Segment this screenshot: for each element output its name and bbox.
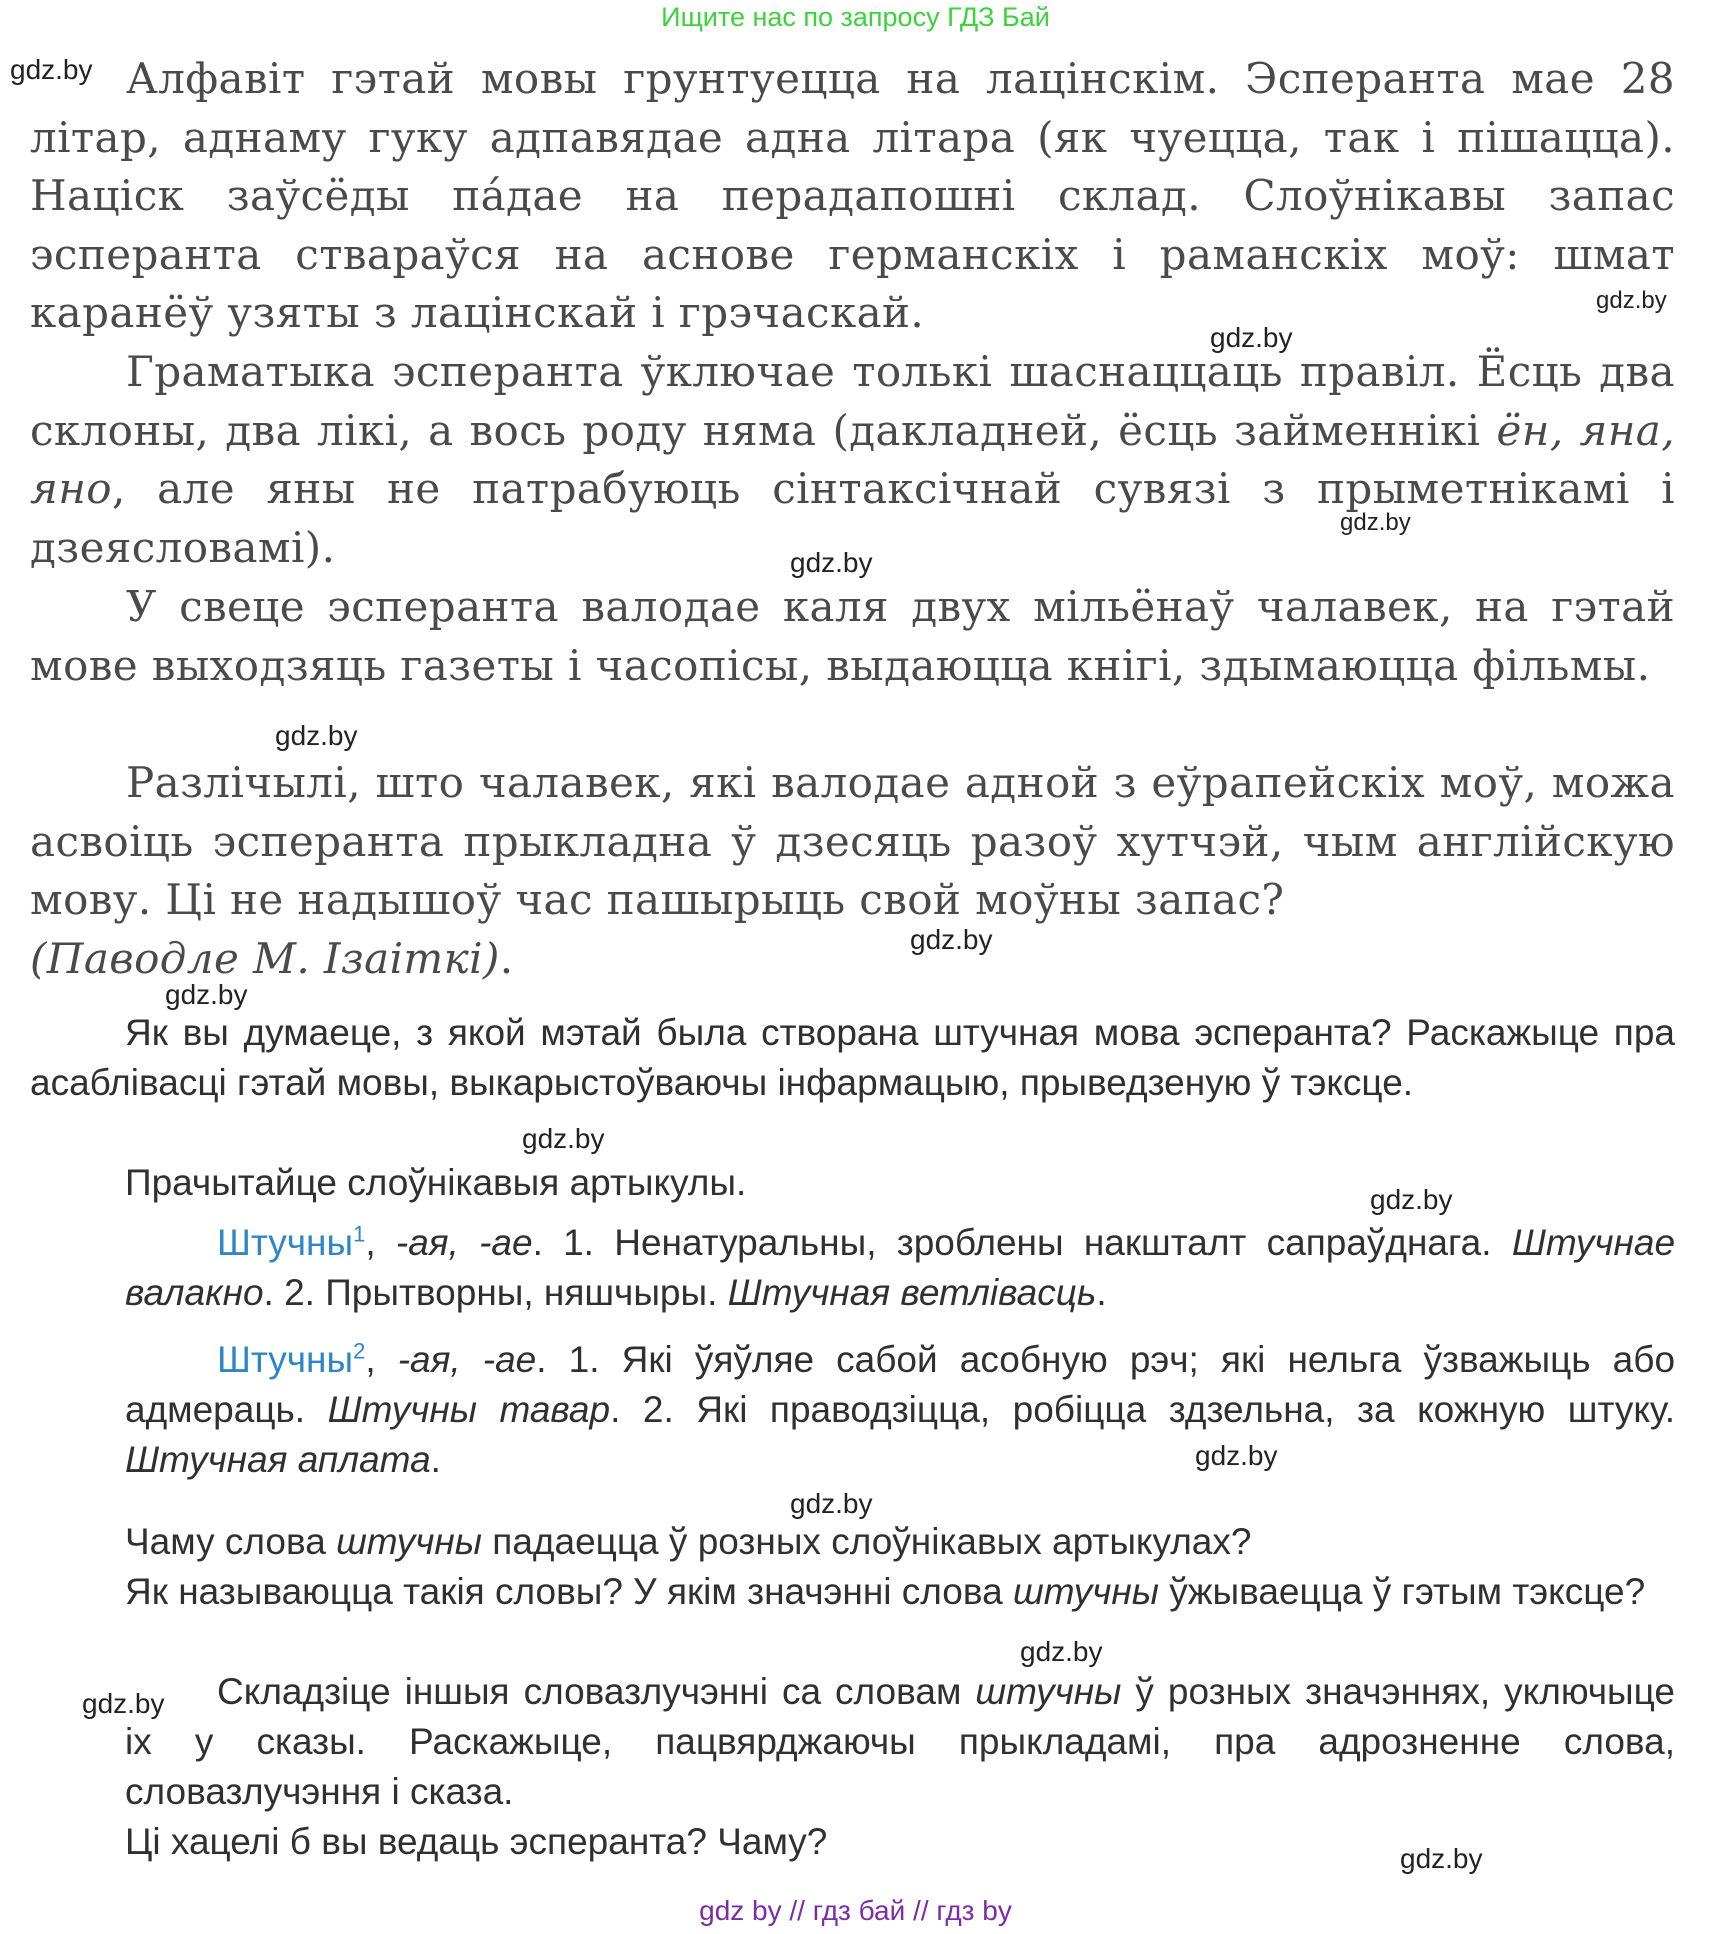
watermark: gdz.by — [165, 979, 248, 1010]
q4-text-b: ўжываецца ў гэтым тэксце? — [1158, 1571, 1646, 1612]
watermark: gdz.by — [1210, 322, 1293, 353]
watermark: gdz.by — [910, 924, 993, 955]
task-instruction-read: Прачытайце слоўнікавыя артыкулы. — [125, 1162, 747, 1203]
dictionary-endings-2: -ая, -ае — [397, 1339, 537, 1380]
dictionary-meaning-1-1: 1. Ненатуральны, зроблены накшталт сапраўднага. — [563, 1222, 1492, 1263]
dictionary-example-2-2: Штучная аплата — [125, 1439, 431, 1480]
paragraph-grammar-text-a: Граматыка эсперанта ўключае толькі шаснаццаць правіл. Ёсць два склоны, два лікі, а вось роду няма (дакладней, ёсць займеннікі — [30, 347, 1675, 455]
headword-1-text: Штучны — [217, 1222, 354, 1263]
watermark: gdz.by — [10, 54, 93, 85]
task-question-3 — [125, 1517, 1675, 1567]
headword-2-text: Штучны — [217, 1339, 354, 1380]
task-question-4 — [125, 1567, 1675, 1617]
watermark: gdz.by — [790, 547, 873, 578]
headword-2-sup: 2 — [353, 1338, 366, 1364]
task-question-1: Як вы думаеце, з якой мэтай была створана штучная мова эсперанта? Раскажыце пра асаблівасці гэтай мовы, выкарыстоўваючы інфармацыю, прыведзеную ў тэксце. — [30, 1012, 1675, 1103]
dictionary-example-1-2: Штучная ветлівасць — [727, 1272, 1097, 1313]
q4-text-a: Як называюцца такія словы? У якім значэнні слова — [125, 1571, 1013, 1612]
dictionary-example-1-1: Штучнае валакно — [125, 1222, 1676, 1313]
q3-text-b: падаецца ў розных слоўнікавых артыкулах? — [482, 1521, 1252, 1562]
watermark: gdz.by — [1340, 509, 1411, 536]
watermark: gdz.by — [1400, 1843, 1483, 1874]
top-banner[interactable]: Ищите нас по запросу ГДЗ Бай — [661, 2, 1050, 32]
dictionary-entry-1: Штучны$^1$, -ая, -ае. 1. Ненатуральны, зроблены накшталт сапраўднага. Штучнае валакно. 2. Прытворны, няшчыры. Штучная ветлівасць. — [125, 1221, 1676, 1313]
footer-links[interactable]: gdz by // гдз бай // гдз by — [699, 1895, 1012, 1926]
dictionary-entry-2: Штучны$^2$, -ая, -ае. 1. Які ўяўляе сабой асобную рэч; які нельга ўзважыць або адмераць. Штучны тавар. 2. Які праводзіцца, робіцца здзельна, за кожную штуку. Штучная аплата. — [125, 1338, 1676, 1480]
watermark: gdz.by — [790, 1488, 873, 1519]
dictionary-meaning-2-2: 2. Які праводзіцца, робіцца здзельна, за кожную штуку. — [642, 1389, 1676, 1430]
paragraph-alphabet: Алфавіт гэтай мовы грунтуецца на лацінскім. Эсперанта мае 28 літар, аднаму гуку адпавядае адна літара (як чуецца, так і пішацца). Націск заўсёды па́дае на перадапошні склад. Слоўнікавы запас эсперанта стварaўся на аснове германскіх і раманскіх моў: шмат каранёў узяты з лацінскай і грэчаскай. — [30, 54, 1675, 337]
dictionary-meaning-2-1: 1. Які ўяўляе сабой асобную рэч; які нельга ўзважыць або адмераць. — [125, 1339, 1676, 1430]
watermark: gdz.by — [1195, 1440, 1278, 1471]
source-period: . — [499, 934, 514, 983]
watermark: gdz.by — [1370, 1184, 1453, 1215]
q3-word: штучны — [336, 1521, 483, 1562]
dictionary-endings-1: -ая, -ае — [395, 1222, 533, 1263]
watermark: gdz.by — [1020, 1636, 1103, 1667]
dictionary-headword-1 — [217, 1222, 365, 1263]
q5-word: штучны — [975, 1671, 1122, 1712]
watermark: gdz.by — [1596, 287, 1667, 314]
q3-text-a: Чаму слова — [125, 1521, 337, 1562]
paragraph-grammar — [30, 343, 1675, 577]
q5-text-b: ў розных значэннях, уключыце іх у сказы. Раскажыце, пацвярджаючы прыкладамі, пра адрозненне слова, словазлучэння і сказа. — [125, 1671, 1675, 1812]
source-author: (Паводле М. Ізаіткі) — [30, 934, 500, 983]
watermark: gdz.by — [275, 720, 358, 751]
dictionary-headword-2 — [217, 1339, 365, 1380]
pronoun-examples: ён, яна, яно — [30, 405, 1676, 513]
dictionary-example-2-1: Штучны тавар — [327, 1389, 611, 1430]
q5-text-a: Складзіце іншыя словазлучэнні са словам — [217, 1671, 976, 1712]
paragraph-speakers: У свеце эсперанта валодае каля двух мільёнаў чалавек, на гэтай мове выходзяць газеты і часопісы, выдаюцца кнігі, здымаюцца фільмы. — [30, 582, 1675, 690]
watermark: gdz.by — [522, 1123, 605, 1154]
dictionary-meaning-1-2: 2. Прытворны, няшчыры. — [284, 1272, 718, 1313]
task-question-6: Ці хацелі б вы ведаць эсперанта? Чаму? — [125, 1821, 828, 1862]
paragraph-learning: Разлічылі, што чалавек, які валодае адной з еўрапейскіх моў, можа асвоіць эсперанта прыкладна ў дзесяць разоў хутчэй, чым англійскую мову. Ці не надышоў час пашырыць свой моўны запас? — [30, 758, 1675, 924]
paragraph-grammar-text-b: , але яны не патрабуюць сінтаксічнай сувязі з прыметнікамі і дзеясловамі). — [30, 464, 1675, 572]
task-question-5 — [125, 1667, 1675, 1817]
headword-1-sup: 1 — [353, 1221, 366, 1247]
watermark: gdz.by — [82, 1688, 165, 1719]
q4-word: штучны — [1012, 1571, 1159, 1612]
